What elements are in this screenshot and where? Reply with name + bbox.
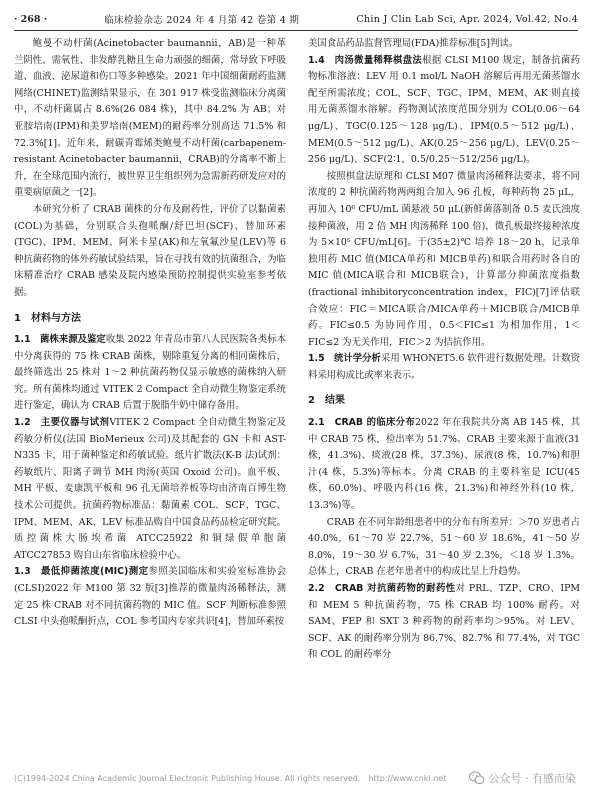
intro-paragraph-1: 鲍曼不动杆菌(Acinetobacter baumannii，AB)是一种革兰阴性、需氧性、非发酵乳糖且生命力顽强的细菌，常导致下呼吸道、血液、泌尿道和伤口等多种感染。2021 年中国细菌耐药监测网络(CHINET)监测结果显示，在 301 917 株受监测临床分离菌中，不动杆菌属占 8.6%(26 084 株)，其中 84.2% 为 AB；对亚胺培南(IPM)和美罗培南(MEM)的耐药率分别高达 71.5% 和 72.3%[1]。近年来，耐碳青霉烯类鲍曼不动杆菌(carbapenem-resistant Acinetobacter baumannii，CRAB)的分离率不断上升，在全球范围内流行，被世界卫生组织列为急需新药研发应对的重要病原菌之一[2]。	[14, 38, 286, 199]
subsection-1-2-title: 1.2 主要仪器与试剂	[14, 417, 110, 429]
watermark-text: 公众号 · 有感而染	[488, 772, 576, 785]
subsection-1-2	[14, 415, 286, 564]
subsection-1-2-text: VITEK 2 Compact 全自动微生物鉴定及药敏分析仪(法国 BioMerieux 公司)及其配套的 GN 卡和 AST-N335 卡，用于菌种鉴定和药敏试验。纸片扩散法(K-B 法)试剂：药敏纸片、阳离子调节 MH 肉汤(英国 Oxoid 公司)。血平板、MH 平板、麦康凯平板和 96 孔无菌培养板等均由济南百博生物技术公司提供。抗菌药物标准品：黏菌素 COL、SCF、TGC、IPM、MEM、AK、LEV 标准品购自中国食品药品检定研究院。质控菌株大肠埃希菌 ATCC25922 和铜绿假单胞菌 ATCC27853 购自山东省临床检验中心。	[14, 417, 287, 561]
subsection-1-4	[308, 53, 580, 169]
page-header	[14, 8, 578, 31]
subsection-2-1-text: 2022 年在我院共分离 AB 145 株，其中 CRAB 75 株，检出率为 51.7%。CRAB 主要来源于血液(31 株，41.3%)、痰液(28 株，37.3%)、尿液(8 株，10.7%)和胆汁(4 株，5.3%)等标本。分离 CRAB 的主要科室是 ICU(45 株，60.0%)、呼吸内科(16 株，21.3%)和神经外科(10 株，13.3%)等。	[308, 417, 580, 512]
section-heading-results: 2 结果	[308, 395, 345, 407]
subsection-2-1-paragraph-2: CRAB 在不同年龄组患者中的分布有所差异：＞70 岁患者占 40.0%，61～70 岁 22.7%，51～60 岁 18.6%，41～50 岁 8.0%，19～30 岁 6.7%，31～40 岁 2.3%，＜18 岁 1.3%。总体上，CRAB 在老年患者中的构成比呈上升趋势。	[308, 516, 580, 578]
wechat-icon	[469, 771, 485, 785]
continued-paragraph: 美国食品药品监督管理局(FDA)推荐标准[5]判读。	[308, 38, 519, 49]
subsection-1-3-title: 1.3 最低抑菌浓度(MIC)测定	[14, 566, 149, 578]
subsection-1-4-title: 1.4 肉汤微量稀释棋盘法	[308, 54, 423, 66]
subsection-2-2	[308, 581, 580, 664]
subsection-1-1-text: 收集 2022 年青岛市第八人民医院各类标本中分离获得的 75 株 CRAB 菌株，剔除重复分离的相同菌株后，最终筛选出 25 株对 1～2 种抗菌药物仅显示敏感的菌株纳入研究。所有菌株均通过 VITEK 2 Compact 全自动微生物鉴定系统进行鉴定，确认为 CRAB 后置于脱脂牛奶中储存备用。	[14, 334, 287, 412]
left-column	[14, 36, 286, 631]
subsection-1-5-text: 采用 WHONET5.6 软件进行数据处理。计数资料采用构成比或率来表示。	[308, 353, 581, 381]
subsection-1-1-title: 1.1 菌株来源及鉴定	[14, 334, 106, 346]
subsection-2-1	[308, 415, 580, 515]
subsection-1-3	[14, 564, 286, 630]
subsection-1-5	[308, 351, 580, 384]
section-heading-materials-methods: 1 材料与方法	[14, 312, 81, 324]
journal-title-en: Chin J Clin Lab Sci, Apr. 2024, Vol.42, No.4	[356, 13, 578, 25]
subsection-1-1	[14, 332, 286, 415]
subsection-1-4-paragraph-2: 按照棋盘法原理和 CLSI M07 微量肉汤稀释法要求，将不同浓度的 2 种抗菌药物两两组合加入 96 孔板，每种药物 25 μL，再加入 10⁶ CFU/mL 菌悬液 50 μL(新鲜菌落制备 0.5 麦氏浊度接种菌液，用 2 倍 MH 肉汤稀释 100 倍)，微孔板最终接种浓度为 5×10⁵ CFU/mL[6]。于(35±2)℃ 培养 18～20 h，记录单独用药 MIC 值(MICA单药和 MICB单药)和联合用药时各自的 MIC 值(MICA联合和 MICB联合)，计算部分抑菌浓度指数(fractional inhibitoryconcentration index，FIC)[7]评估联合效应：FIC＝MICA联合/MICA单药＋MICB联合/MICB单药。FIC≤0.5 为协同作用，0.5＜FIC≤1 为相加作用，1＜FIC≤2 为无关作用，FIC＞2 为拮抗作用。	[308, 170, 580, 348]
intro-paragraph-2: 本研究分析了 CRAB 菌株的分布及耐药性，评价了以黏菌素(COL)为基础，分别联合头孢哌酮/舒巴坦(SCF)、替加环素(TGC)、IPM、MEM、阿米卡星(AK)和左氧氟沙星(LEV)等 6 种抗菌药物的体外药敏试验结果，旨在寻找有效的抗菌组合，为临床精准治疗 CRAB 感染及院内感染预防控制提供实验室参考依据。	[14, 203, 286, 298]
subsection-1-4-text: 根据 CLSI M100 规定，制备抗菌药物标准溶液：LEV 用 0.1 mol/L NaOH 溶解后再用无菌蒸馏水配至所需浓度；COL、SCF、TGC、IPM、MEM、AK 则直接用无菌蒸馏水溶解。药物测试浓度范围分别为 COL(0.06～64 μg/L)、TGC(0.125～128 μg/L)、IPM(0.5～512 μg/L)、MEM(0.5～512 μg/L)、AK(0.25～256 μg/L)、LEV(0.25～256 μg/L)、SCF(2∶1，0.5/0.25～512/256 μg/L)。	[308, 54, 580, 166]
copyright-footer: (C)1994-2024 China Academic Journal Electronic Publishing House. All rights reserved. http://www.cnki.net	[14, 774, 447, 783]
subsection-2-1-title: 2.1 CRAB 的临床分布	[308, 417, 416, 429]
right-column	[308, 36, 580, 664]
subsection-2-2-text: 对 PRL、TZP、CRO、IPM 和 MEM 5 种抗菌药物，75 株 CRAB 均 100% 耐药。对 SAM、FEP 和 SXT 3 种药物的耐药率均＞95%。对 LEV、SCF、AK 的耐药率分别为 86.7%、82.7% 和 77.4%，对 TGC 和 COL 的耐药率分	[308, 583, 580, 661]
page-number: · 268 ·	[14, 13, 48, 25]
journal-title-cn: 临床检验杂志 2024 年 4 月第 42 卷第 4 期	[104, 15, 300, 26]
subsection-2-2-title: 2.2 CRAB 对抗菌药物的耐药性	[308, 583, 456, 594]
subsection-1-3-text: 参照美国临床和实验室标准协会(CLSI)2022 年 M100 第 32 版[3]推荐的微量肉汤稀释法，测定 25 株 CRAB 对不同抗菌药物的 MIC 值。SCF 判断标准参照 CLSI 中头孢哌酮折点，COL 参考国内专家共识[4]，替加环素按	[14, 566, 286, 628]
wechat-watermark	[469, 770, 577, 786]
subsection-1-5-title: 1.5 统计学分析	[308, 353, 381, 365]
